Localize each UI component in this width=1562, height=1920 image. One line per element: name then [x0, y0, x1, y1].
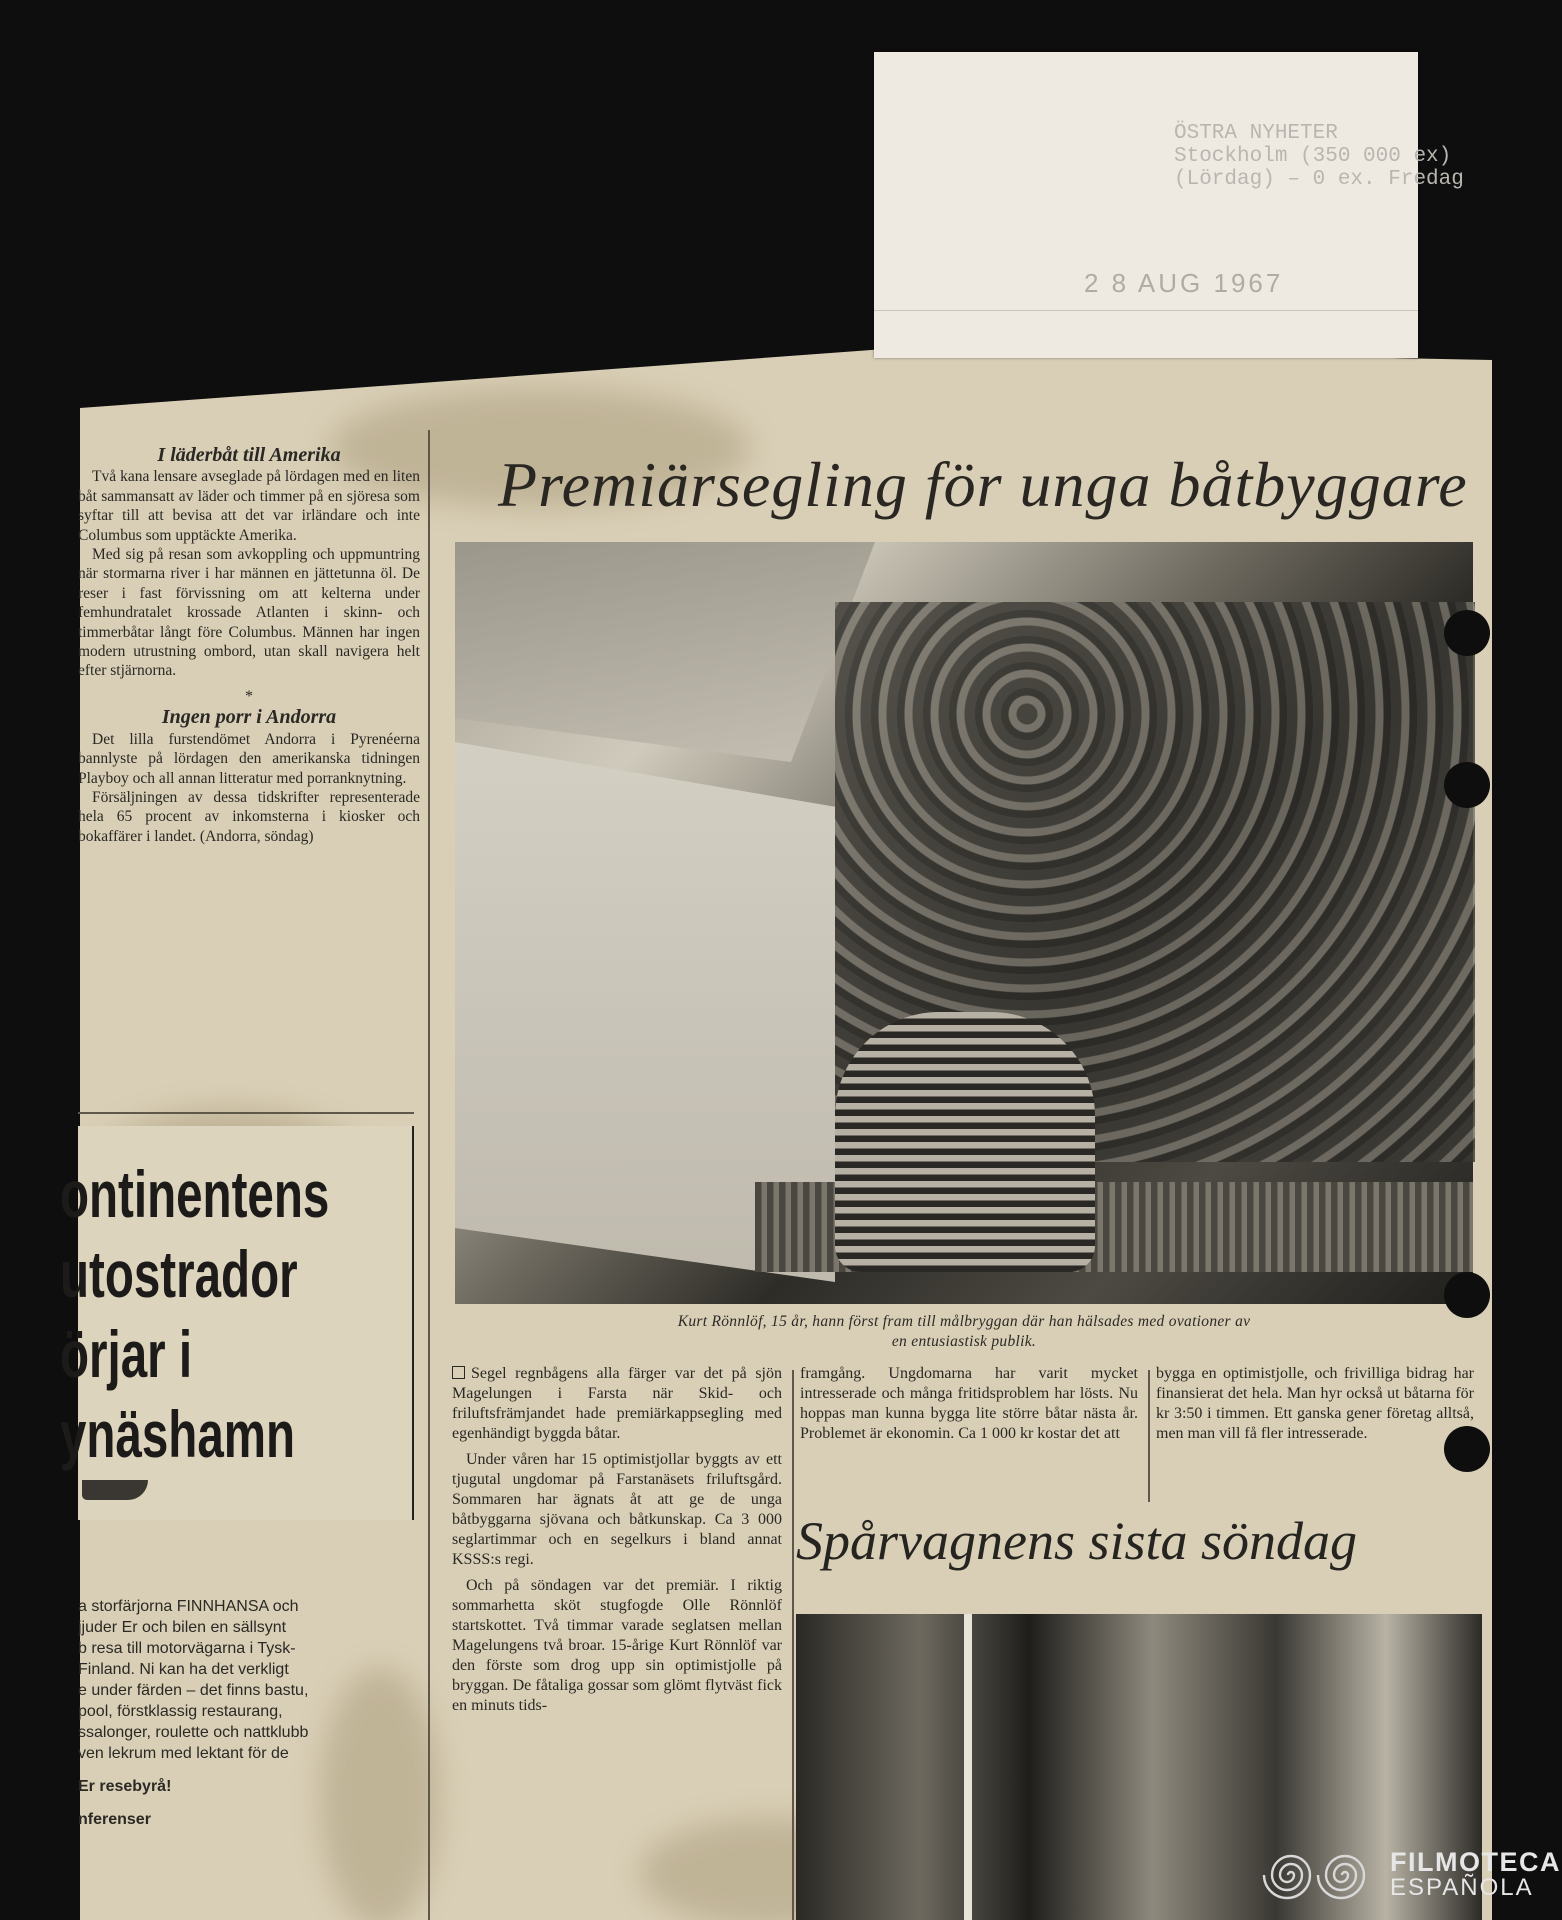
article-paragraph: Under våren har 15 optimistjollar byggts av ett tjugutal ungdomar på Farstanäsets friluftsgård. Sommaren har ägnats åt att ge de unga båtbyggarna sjövana och båtkunskap. Ca 3 000 seglartimmar och en segelkurs i bland annat KSSS:s regi. — [452, 1451, 782, 1568]
ad-line: e under färden – det finns bastu, — [78, 1682, 309, 1699]
filmoteca-logo — [1258, 1842, 1561, 1908]
boat-illustration — [82, 1480, 148, 1500]
article-paragraph: Försäljningen av dessa tidskrifter representerade hela 65 procent av inkomsterna i kiosker och bokaffärer i landet. (Andorra, söndag) — [78, 788, 420, 845]
box-mark-icon — [452, 1366, 465, 1379]
advertisement — [60, 1126, 414, 1520]
ad-headline-line: ontinentens — [60, 1157, 330, 1231]
spiral-logo-icon — [1258, 1842, 1378, 1908]
logo-line-1: FILMOTECA — [1390, 1847, 1561, 1877]
ad-line: Finland. Ni kan ha det verkligt — [78, 1661, 289, 1678]
article-column-1 — [452, 1364, 782, 1722]
second-headline: Spårvagnens sista söndag — [796, 1511, 1358, 1571]
article-paragraph: Två kana lensare avseglade på lördagen med en liten båt sammansatt av läder och timmer på en sjöresa som syftar till att bevisa att det var irländare och inte Columbus som upptäckte Amerika. — [78, 468, 420, 544]
separator-star: * — [245, 687, 253, 705]
article-title: I läderbåt till Amerika — [157, 444, 341, 466]
ad-line: a storfärjorna FINNHANSA och — [78, 1598, 299, 1615]
ad-headline-line: utostrador — [60, 1237, 298, 1311]
sail-shape — [455, 542, 875, 762]
photo-caption — [455, 1312, 1473, 1352]
ad-line: b resa till motorvägarna i Tysk- — [78, 1640, 296, 1657]
punch-hole — [1444, 1272, 1490, 1318]
ad-line: jjuder Er och bilen en sällsynt — [78, 1619, 287, 1636]
ad-footer: nferenser — [78, 1811, 151, 1828]
article-paragraph: Det lilla furstendömet Andorra i Pyrenéerna bannlyste på lördagen den amerikanska tidningen Playboy och all annan litteratur med porranknytning. — [78, 730, 420, 787]
article-paragraph: bygga en optimistjolle, och frivilliga bidrag har finansierat det hela. Man hyr också ut båtarna för kr 3:50 i timmen. Ett ganska gener företag alltså, men man vill få fler intresserade. — [1156, 1365, 1474, 1442]
caption-line: en entusiastisk publik. — [891, 1333, 1037, 1350]
slip-line: (Lördag) – 0 ex. Fredag — [1174, 168, 1464, 191]
news-photo-boat-crowd — [455, 542, 1473, 1304]
article-paragraph: Med sig på resan som avkoppling och uppmuntring när stormarna river i har männen en jättetunna öl. De reser i fast förvissning om att kelterna under femhundratalet krossade Atlanten i skinn- och timmerbåtar långt före Columbus. Männen har ingen modern utrustning ombord, utan skall navigera helt efter stjärnorna. — [78, 546, 420, 680]
slip-text — [1174, 122, 1464, 191]
column-divider — [792, 1370, 794, 1920]
logo-wordmark — [1390, 1849, 1561, 1901]
punch-hole — [1444, 610, 1490, 656]
section-rule — [78, 1112, 414, 1114]
article-paragraph: Och på söndagen var det premiär. I riktig sommarhetta sköt stugfogde Olle Rönnlöf startskottet. Två timmar varade seglatsen mellan Magelungens två broar. 15-årige Kurt Rönnlöf var den förste som drog upp sin optimistjolle på bryggan. De fåtaliga gossar som glömt flytväst fick en minuts tids- — [452, 1577, 782, 1714]
column-divider — [428, 430, 430, 1920]
ad-line: ssalonger, roulette och nattklubb — [78, 1724, 309, 1741]
article-paragraph: Segel regnbågens alla färger var det på sjön Magelungen i Farsta när Skid- och friluftsfrämjandet hade premiärkappsegling med egenhändigt byggda båtar. — [452, 1365, 782, 1442]
pole-shape — [964, 1614, 972, 1920]
article-paragraph: framgång. Ungdomarna har varit mycket intresserade och många fritidsproblem har lösts. Nu hoppas man kunna bygga lite större båtar nästa år. Problemet är ekonomin. Ca 1 000 kr kostar det att — [800, 1365, 1138, 1442]
punch-hole — [1444, 1426, 1490, 1472]
ad-line: ven lekrum med lektant för de — [78, 1745, 289, 1762]
ad-line: pool, förstklassig restaurang, — [78, 1703, 283, 1720]
caption-line: Kurt Rönnlöf, 15 år, hann först fram till målbryggan där han hälsades med ovationer av — [677, 1313, 1251, 1330]
logo-line-2: ESPAÑOLA — [1390, 1874, 1534, 1901]
main-headline: Premiärsegling för unga båtbyggare — [498, 449, 1468, 520]
ad-headline-line: örjar i — [60, 1317, 193, 1391]
article-column-2 — [800, 1364, 1138, 1450]
ad-headline — [60, 1154, 398, 1474]
punch-hole — [1444, 762, 1490, 808]
slip-line: ÖSTRA NYHETER — [1174, 122, 1338, 145]
ad-agency: Er resebyrå! — [78, 1778, 172, 1795]
slip-line: Stockholm (350 000 ex) — [1174, 145, 1452, 168]
date-stamp: 2 8 AUG 1967 — [1084, 268, 1284, 298]
left-news-column — [78, 446, 420, 846]
ad-headline-line: ynäshamn — [60, 1397, 296, 1471]
article-column-3 — [1156, 1364, 1474, 1450]
ad-body — [78, 1596, 398, 1830]
article-title: Ingen porr i Andorra — [161, 706, 337, 729]
column-divider — [1148, 1370, 1150, 1502]
fold-line — [874, 310, 1418, 311]
archive-slip — [874, 52, 1464, 358]
boy-figure — [835, 1012, 1095, 1272]
